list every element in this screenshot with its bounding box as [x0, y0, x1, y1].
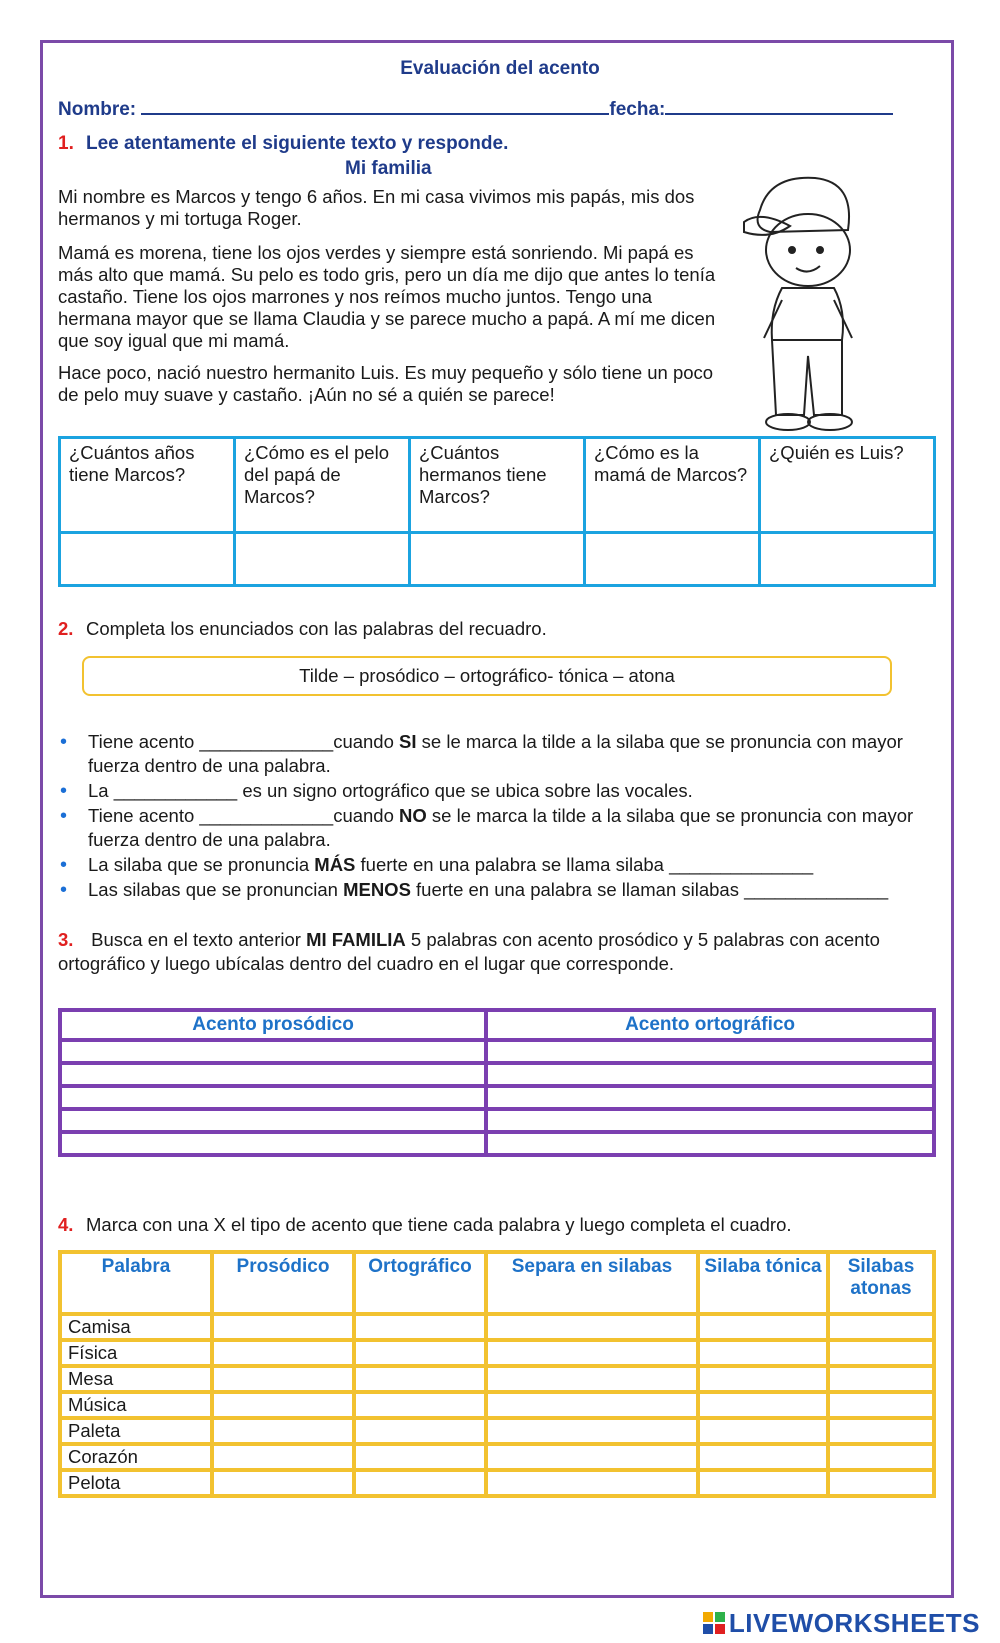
question-4-instruction: Marca con una X el tipo de acento que tiene cada palabra y luego completa el cuadro. — [86, 1214, 792, 1235]
answer-cell[interactable] — [354, 1470, 486, 1496]
answer-cell[interactable] — [60, 533, 235, 586]
answer-cell[interactable] — [828, 1470, 934, 1496]
answer-cell[interactable] — [486, 1040, 934, 1063]
question-number: 2. — [58, 618, 74, 639]
blank-field[interactable]: ____________ — [113, 780, 238, 801]
answer-cell[interactable] — [354, 1340, 486, 1366]
answer-cell[interactable] — [698, 1366, 828, 1392]
answer-cell[interactable] — [698, 1314, 828, 1340]
answer-cell[interactable] — [212, 1366, 354, 1392]
table-row — [60, 1470, 934, 1496]
question-2-heading — [58, 618, 547, 640]
question-cell: ¿Cómo es el pelo del papá de Marcos? — [235, 438, 410, 533]
answer-cell[interactable] — [486, 1366, 698, 1392]
answer-cell[interactable] — [828, 1418, 934, 1444]
item-bold: MÁS — [314, 854, 356, 875]
question-3-heading — [58, 928, 938, 976]
item-text: se le marca la tilde a la silaba que se pronuncia con mayor fuerza dentro de una palabra. — [88, 805, 914, 850]
item-text: La silaba que se pronuncia — [88, 854, 315, 875]
question-cell: ¿Quién es Luis? — [760, 438, 935, 533]
answer-cell[interactable] — [698, 1392, 828, 1418]
name-label: Nombre: — [58, 99, 137, 120]
word-cell: Física — [60, 1340, 212, 1366]
list-item — [58, 853, 938, 877]
answer-cell[interactable] — [486, 1314, 698, 1340]
question-number: 3. — [58, 929, 74, 950]
column-header: Separa en silabas — [486, 1252, 698, 1314]
question-1-table — [58, 436, 936, 587]
answer-cell[interactable] — [212, 1470, 354, 1496]
answer-cell[interactable] — [60, 1063, 486, 1086]
question-3-text: 5 palabras con acento prosódico y 5 palabras con acento ortográfico y luego ubícalas dentro del cuadro en el lugar que corresponde. — [58, 929, 880, 974]
answer-cell[interactable] — [212, 1340, 354, 1366]
answer-cell[interactable] — [354, 1444, 486, 1470]
question-3-bold: MI FAMILIA — [306, 929, 406, 950]
word-cell: Pelota — [60, 1470, 212, 1496]
name-field[interactable] — [141, 95, 609, 115]
answer-cell[interactable] — [60, 1109, 486, 1132]
answer-cell[interactable] — [698, 1418, 828, 1444]
answer-cell[interactable] — [60, 1040, 486, 1063]
answer-cell[interactable] — [486, 1340, 698, 1366]
story-paragraph: Mi nombre es Marcos y tengo 6 años. En mi casa vivimos mis papás, mis dos hermanos y mi tortuga Roger. — [58, 186, 695, 229]
question-1-instruction: Lee atentamente el siguiente texto y responde. — [86, 133, 509, 154]
answer-cell[interactable] — [486, 1063, 934, 1086]
answer-cell[interactable] — [354, 1366, 486, 1392]
item-text: Tiene acento — [88, 805, 200, 826]
column-header: Palabra — [60, 1252, 212, 1314]
answer-cell[interactable] — [760, 533, 935, 586]
answer-cell[interactable] — [235, 533, 410, 586]
list-item — [58, 730, 938, 778]
item-text: La — [88, 780, 114, 801]
answer-cell[interactable] — [486, 1132, 934, 1155]
worksheet-title: Evaluación del acento — [400, 58, 600, 79]
story-paragraph: Hace poco, nació nuestro hermanito Luis. Es muy pequeño y sólo tiene un poco de pelo muy suave y castaño. ¡Aún no sé a quién se parece! — [58, 362, 714, 405]
answer-cell[interactable] — [698, 1340, 828, 1366]
fill-in-list — [58, 730, 938, 903]
item-text: fuerte en una palabra se llaman silabas ______________ — [410, 879, 889, 900]
item-bold: MENOS — [343, 879, 411, 900]
story-paragraph: Mamá es morena, tiene los ojos verdes y siempre está sonriendo. Mi papá es más alto que mamá. Su pelo es todo gris, pero un día me dijo que antes lo tenía castaño. Tiene los ojos marrones y nos reímos mucho juntos. Tengo una hermana mayor que se llama Claudia y se parece mucho a papá. A mí me dicen que soy igual que mi mamá. — [58, 242, 716, 351]
story-title: Mi familia — [345, 158, 432, 179]
answer-cell[interactable] — [486, 1444, 698, 1470]
question-cell: ¿Cómo es la mamá de Marcos? — [585, 438, 760, 533]
column-header: Acento prosódico — [60, 1010, 486, 1040]
answer-cell[interactable] — [828, 1392, 934, 1418]
answer-cell[interactable] — [698, 1470, 828, 1496]
answer-cell[interactable] — [828, 1444, 934, 1470]
question-cell: ¿Cuántos años tiene Marcos? — [60, 438, 235, 533]
question-1-heading — [58, 133, 508, 155]
answer-cell[interactable] — [354, 1418, 486, 1444]
answer-cell[interactable] — [828, 1366, 934, 1392]
answer-cell[interactable] — [410, 533, 585, 586]
word-cell: Paleta — [60, 1418, 212, 1444]
table-row — [60, 1418, 934, 1444]
question-2-instruction: Completa los enunciados con las palabras del recuadro. — [86, 618, 547, 639]
word-cell: Mesa — [60, 1366, 212, 1392]
date-field[interactable] — [665, 95, 893, 115]
item-bold: SI — [399, 731, 417, 752]
blank-field[interactable]: _____________ — [199, 731, 334, 752]
item-text: cuando — [333, 731, 400, 752]
answer-cell[interactable] — [354, 1392, 486, 1418]
answer-cell[interactable] — [486, 1470, 698, 1496]
answer-cell[interactable] — [212, 1444, 354, 1470]
answer-cell[interactable] — [486, 1392, 698, 1418]
answer-cell[interactable] — [828, 1314, 934, 1340]
column-header: Silabas atonas — [828, 1252, 934, 1314]
question-number: 1. — [58, 133, 74, 154]
answer-cell[interactable] — [698, 1444, 828, 1470]
table-row — [60, 1366, 934, 1392]
column-header: Prosódico — [212, 1252, 354, 1314]
answer-cell[interactable] — [354, 1314, 486, 1340]
table-row — [60, 1392, 934, 1418]
question-4-heading — [58, 1214, 792, 1236]
answer-cell[interactable] — [486, 1418, 698, 1444]
list-item — [58, 804, 938, 852]
footer-brand: LIVEWORKSHEETS — [728, 1608, 980, 1638]
liveworksheets-icon — [703, 1612, 725, 1634]
question-number: 4. — [58, 1214, 74, 1235]
item-text: fuerte en una palabra se llama silaba ______________ — [355, 854, 814, 875]
word-cell: Música — [60, 1392, 212, 1418]
column-header: Ortográfico — [354, 1252, 486, 1314]
list-item — [58, 779, 938, 803]
table-row — [60, 1444, 934, 1470]
answer-cell[interactable] — [212, 1392, 354, 1418]
answer-cell[interactable] — [486, 1086, 934, 1109]
question-cell: ¿Cuántos hermanos tiene Marcos? — [410, 438, 585, 533]
blank-field[interactable]: _____________ — [199, 805, 334, 826]
answer-cell[interactable] — [212, 1418, 354, 1444]
answer-cell[interactable] — [828, 1340, 934, 1366]
answer-cell[interactable] — [585, 533, 760, 586]
answer-cell[interactable] — [60, 1086, 486, 1109]
boy-illustration — [730, 170, 880, 435]
table-row — [60, 1314, 934, 1340]
column-header: Acento ortográfico — [486, 1010, 934, 1040]
word-classification-table — [58, 1250, 936, 1498]
answer-cell[interactable] — [60, 1132, 486, 1155]
item-bold: NO — [399, 805, 427, 826]
accent-table — [58, 1008, 936, 1157]
name-date-line — [58, 95, 893, 121]
word-cell: Corazón — [60, 1444, 212, 1470]
table-row — [60, 1340, 934, 1366]
item-text: se le marca la tilde a la silaba que se pronuncia con mayor fuerza dentro de una palabra. — [88, 731, 903, 776]
item-text: cuando — [333, 805, 400, 826]
column-header: Silaba tónica — [698, 1252, 828, 1314]
answer-cell[interactable] — [486, 1109, 934, 1132]
word-cell: Camisa — [60, 1314, 212, 1340]
item-text: Las silabas que se pronuncian — [88, 879, 344, 900]
liveworksheets-logo[interactable] — [703, 1608, 980, 1639]
question-3-text: Busca en el texto anterior — [86, 929, 307, 950]
item-text: Tiene acento — [88, 731, 200, 752]
answer-cell[interactable] — [212, 1314, 354, 1340]
list-item — [58, 878, 938, 902]
date-label: fecha: — [609, 99, 666, 120]
word-box: Tilde – prosódico – ortográfico- tónica – atona — [82, 656, 892, 696]
item-text: es un signo ortográfico que se ubica sobre las vocales. — [237, 780, 693, 801]
